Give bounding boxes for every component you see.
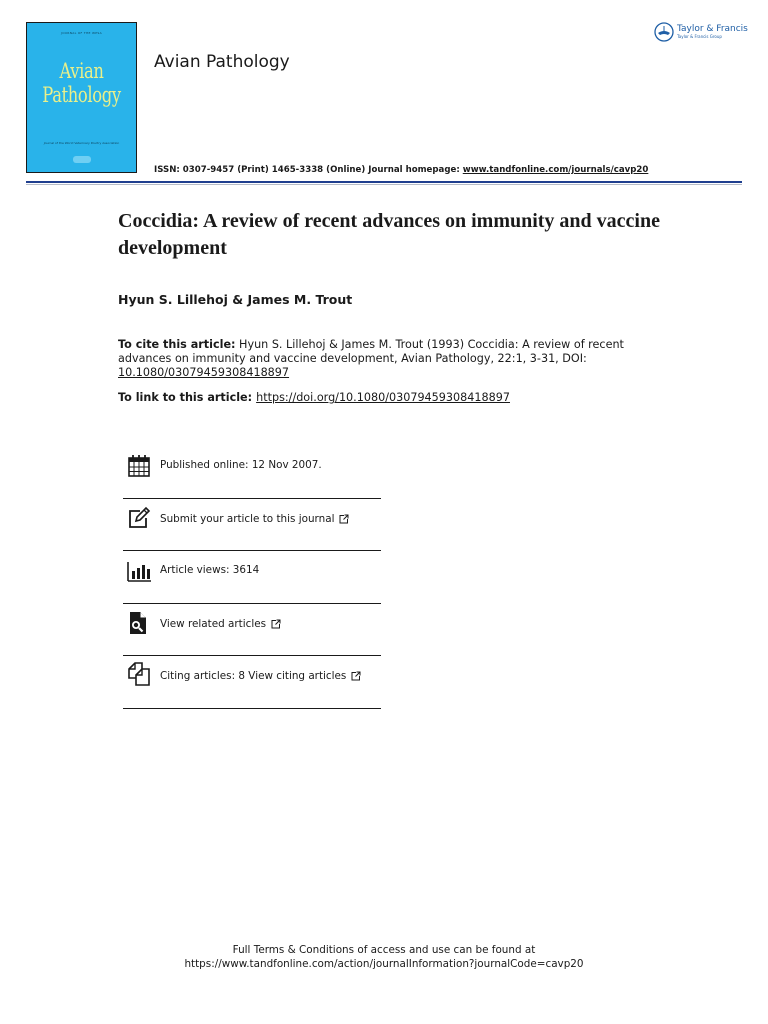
cite-text: Hyun S. Lillehoj & James M. Trout (1993) Coccidia: A review of recent advances on immunity and vaccine development, Avian Pathology, 22:1, 3-31, DOI: [118,338,624,365]
terms-text: Full Terms & Conditions of access and use can be found at [232,944,536,956]
cover-subtitle: Journal of the World Veterinary Poultry Association [43,141,120,145]
journal-homepage-link[interactable]: www.tandfonline.com/journals/cavp20 [462,165,649,175]
list-item-submit-article[interactable] [123,499,381,552]
article-link-block [118,391,510,405]
taylor-francis-emblem-icon [654,22,674,42]
publisher-logo [654,22,748,42]
search-document-icon [127,611,151,635]
citation-block [118,338,628,380]
edit-icon [127,506,151,530]
cover-topline: JOURNAL OF THE WPSA [61,31,102,35]
bar-chart-icon [127,560,151,584]
header-divider [26,181,742,183]
citing-documents-icon [127,662,151,686]
calendar-icon [127,454,151,478]
cover-seal [73,156,91,163]
doi-link[interactable]: 10.1080/03079459308418897 [118,366,290,379]
issn-line [154,165,648,175]
article-title: Coccidia: A review of recent advances on immunity and vaccine development [118,210,660,259]
journal-name: Avian Pathology [154,52,290,72]
submit-article-label: Submit your article to this journal [160,512,335,525]
submit-article-link[interactable] [160,513,349,525]
list-item-published [123,446,381,499]
publisher-brand: Taylor & Francis [677,24,748,34]
cite-label: To cite this article: [118,338,236,351]
list-item-related-articles[interactable] [123,604,381,657]
terms-footer [0,943,768,971]
external-link-icon [271,619,281,629]
external-link-icon [339,514,349,524]
published-online-text: Published online: 12 Nov 2007. [160,459,322,471]
terms-url: https://www.tandfonline.com/action/journalInformation?journalCode=cavp20 [184,958,584,970]
citing-articles-label: Citing articles: 8 View citing articles [160,670,347,683]
related-articles-link[interactable] [160,618,281,630]
cover-title-line1: Avian [59,59,104,83]
link-label: To link to this article: [118,391,253,404]
cover-title-line2: Pathology [42,83,121,107]
article-url-link[interactable]: https://doi.org/10.1080/03079459308418897 [256,391,510,404]
list-item-article-views [123,551,381,604]
article-authors: Hyun S. Lillehoj & James M. Trout [118,292,353,307]
related-articles-label: View related articles [160,617,267,630]
header-divider-shadow [26,184,742,185]
publisher-group: Taylor & Francis Group [677,34,722,39]
external-link-icon [351,671,361,681]
article-info-list [123,446,381,709]
list-item-citing-articles[interactable] [123,656,381,709]
citing-articles-link[interactable] [160,670,361,682]
article-views-text: Article views: 3614 [160,564,260,577]
issn-text: ISSN: 0307-9457 (Print) 1465-3338 (Online) Journal homepage: [154,165,463,175]
journal-cover-image [26,22,137,173]
